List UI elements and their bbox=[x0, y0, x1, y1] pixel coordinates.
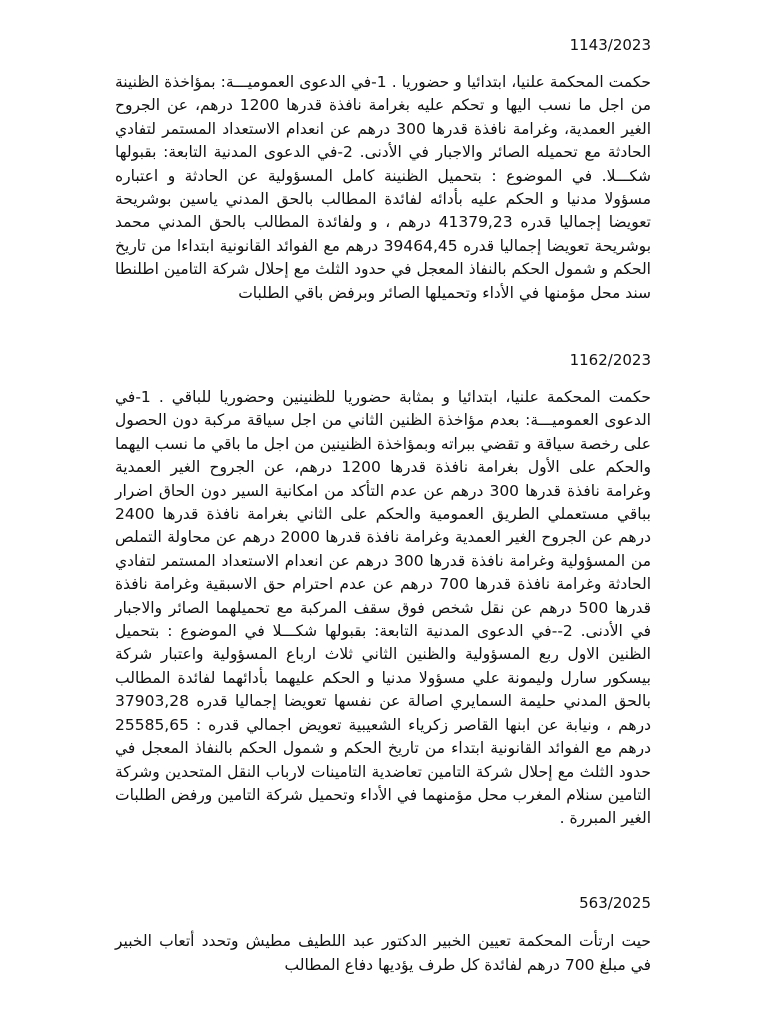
judgment-text: حكمت المحكمة علنيا، ابتدائيا و حضوريا . 1-في الدعوى العموميـــة: بمؤاخذة الظنينة من اجل ما نسب اليها و تحكم عليه بغرامة نافذة قدرها 1200 درهم، عن الجروح الغير العمدية، وغرامة نافذة قدرها 300 درهم عن انعدام الاستعداد المستمر لتفادي الحادثة مع تحميله الصائر والاجبار في الأدنى. 2-في الدعوى المدنية التابعة: بقبولها شكـــلا. في الموضوع : بتحميل الظنينة كامل المسؤولية عن الحادثة و اعتباره مسؤولا مدنيا و الحكم عليه بأدائه لفائدة المطالب بالحق المدني ياسين بوشريحة تعويضا إجماليا قدره 41379,23 درهم ، و ولفائدة المطالب بالحق المدني محمد بوشريحة تعويضا إجماليا قدره 39464,45 درهم مع الفوائد القانونية ابتداءا من تاريخ الحكم و شمول الحكم بالنفاذ المعجل في حدود الثلث مع إحلال شركة التامين اطلنطا سند محل مؤمنها في الأداء وتحميلها الصائر وبرفض باقي الطلبات bbox=[115, 73, 652, 302]
judgment-text: حكمت المحكمة علنيا، ابتدائيا و بمثابة حضوريا للظنينين وحضوريا للباقي . 1-في الدعوى العموميـــة: بعدم مؤاخذة الظنين الثاني من اجل سياقة مركبة دون الحصول على رخصة سياقة و تقضي ببراته وبمؤاخذة الظنينين من اجل ما باقي ما نسب اليهما والحكم على الأول بغرامة نافذة قدرها 1200 درهم، عن الجروح الغير العمدية وغرامة نافذة قدرها 300 درهم عن عدم التأكد من امكانية السير دون الحاق اضرار بباقي مستعملي الطريق العمومية والحكم على الثاني بغرامة نافذة قدرها 2400 درهم عن الجروح الغير العمدية وغرامة نافذة قدرها 2000 درهم عن محاولة التملص من المسؤولية وغرامة نافذة قدرها 300 درهم عن انعدام الاستعداد المستمر لتفادي الحادثة وغرامة نافذة قدرها 700 درهم عن عدم احترام حق الاسبقية وغرامة نافذة قدرها 500 درهم عن نقل شخص فوق سقف المركبة مع تحميلهما الصائر والاجبار في الأدنى. 2--في الدعوى المدنية التابعة: بقبولها شكـــلا في الموضوع : بتحميل الظنين الاول ربع المسؤولية والظنين الثاني ثلاث ارباع المسؤولية واعتبار شركة بيسكور سارل وليمونة علي مسؤولا مدنيا و الحكم عليهما بأدائهما لفائدة المطالب بالحق المدني حليمة السمايري اصالة عن نفسها تعويضا إجماليا قدره 37903,28 درهم ، ونيابة عن ابنها القاصر زكرياء الشعيبية تعويض اجمالي قدره : 25585,65 درهم مع الفوائد القانونية ابتداء من تاريخ الحكم و شمول الحكم بالنفاذ المعجل في حدود الثلث مع إحلال شركة التامين تعاضدية التامينات لارباب النقل المتحدين وشركة التامين سنلام المغرب محل مؤمنهما في الأداء وتحميل شركة التامين ورفض الطلبات الغير المبررة . bbox=[115, 388, 652, 828]
case-entry bbox=[115, 893, 651, 977]
case-entry bbox=[115, 350, 651, 831]
case-number: 1143/2023 bbox=[569, 36, 651, 54]
case-number: 563/2025 bbox=[579, 894, 651, 912]
case-entry bbox=[115, 35, 651, 305]
judgment-text: حيت ارتأت المحكمة تعيين الخبير الدكتور عبد اللطيف مطيش وتحدد أتعاب الخبير في مبلغ 700 درهم لفائدة كل طرف يؤديها دفاع المطالب bbox=[115, 932, 651, 974]
case-number: 1162/2023 bbox=[569, 351, 651, 369]
